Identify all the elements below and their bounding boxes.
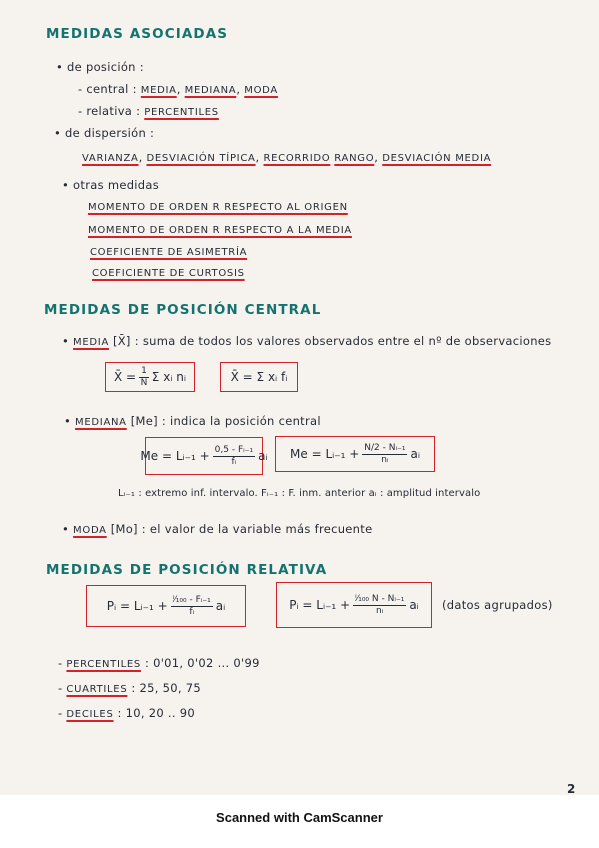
mediana-line: • MEDIANA [Me] : indica la posición central bbox=[64, 414, 321, 428]
moda-line: • MODA [Mo] : el valor de la variable más frecuente bbox=[62, 522, 373, 536]
percentile-formula-relative: Pᵢ = Lᵢ₋₁ + $\frac{\text{ⁱ⁄₁₀₀ - Fᵢ₋₁}}{\text{fᵢ}}$ aᵢ bbox=[86, 585, 246, 627]
cuartiles-line: - CUARTILES : 25, 50, 75 bbox=[58, 681, 201, 695]
media-description: : suma de todos los valores observados entre el nº de observaciones bbox=[134, 334, 552, 348]
page-title: MEDIDAS ASOCIADAS bbox=[46, 26, 229, 42]
moda-symbol: [Mo] bbox=[110, 522, 138, 536]
term-desviacion-media: DESVIACIÓN MEDIA bbox=[382, 153, 492, 164]
percentiles-line: - PERCENTILES : 0'01, 0'02 ... 0'99 bbox=[58, 656, 260, 670]
central-line: - central : MEDIA, MEDIANA, MODA bbox=[78, 82, 278, 96]
mediana-formula-relative: Me = Lᵢ₋₁ + $\frac{\text{0,5 - Fᵢ₋₁}}{\text{fᵢ}}$ aᵢ bbox=[145, 437, 263, 475]
term-varianza: VARIANZA bbox=[82, 153, 139, 164]
media-symbol: [X̄] bbox=[112, 334, 131, 348]
dispersion-label: • de dispersión : bbox=[54, 126, 155, 140]
relative-section-title: MEDIDAS DE POSICIÓN RELATIVA bbox=[46, 562, 328, 578]
deciles-line: - DECILES : 10, 20 .. 90 bbox=[58, 706, 196, 720]
moda-description: : el valor de la variable más frecuente bbox=[141, 522, 373, 536]
mediana-label: MEDIANA bbox=[75, 417, 127, 428]
central-section-title: MEDIDAS DE POSICIÓN CENTRAL bbox=[44, 302, 322, 318]
term-rango: RANGO bbox=[334, 153, 375, 164]
percentiles-label: PERCENTILES bbox=[66, 659, 141, 670]
position-label: • de posición : bbox=[56, 60, 144, 74]
cuartiles-label: CUARTILES bbox=[66, 684, 128, 695]
media-formula-relative: X̄ = Σ xᵢ fᵢ bbox=[220, 362, 298, 392]
media-line: • MEDIA [X̄] : suma de todos los valores observados entre el nº de observaciones bbox=[62, 334, 552, 348]
moda-label: MODA bbox=[73, 525, 107, 536]
page-number: 2 bbox=[567, 782, 576, 795]
percentile-formula-absolute: Pᵢ = Lᵢ₋₁ + $\frac{\text{ⁱ⁄₁₀₀ N - Nᵢ₋₁}}{\text{nᵢ}}$ aᵢ bbox=[276, 582, 432, 628]
deciles-values: : 10, 20 .. 90 bbox=[117, 706, 196, 720]
media-label: MEDIA bbox=[73, 337, 109, 348]
term-asimetria: COEFICIENTE DE ASIMETRÍA bbox=[90, 247, 248, 258]
mediana-description: : indica la posición central bbox=[161, 414, 321, 428]
term-mediana: MEDIANA bbox=[184, 85, 237, 96]
percentiles-values: : 0'01, 0'02 ... 0'99 bbox=[144, 656, 260, 670]
term-momento-origen: MOMENTO DE ORDEN R RESPECTO AL ORIGEN bbox=[88, 202, 348, 213]
term-curtosis: COEFICIENTE DE CURTOSIS bbox=[92, 268, 245, 279]
deciles-label: DECILES bbox=[66, 709, 114, 720]
mediana-symbol: [Me] bbox=[130, 414, 158, 428]
cuartiles-values: : 25, 50, 75 bbox=[131, 681, 201, 695]
term-moda: MODA bbox=[244, 85, 278, 96]
dispersion-line: VARIANZA, DESVIACIÓN TÍPICA, RECORRIDO RANGO, DESVIACIÓN MEDIA bbox=[82, 150, 492, 164]
scanner-watermark: Scanned with CamScanner bbox=[216, 810, 383, 825]
mediana-legend: Lᵢ₋₁ : extremo inf. intervalo. Fᵢ₋₁ : F. inm. anterior aᵢ : amplitud intervalo bbox=[118, 488, 481, 499]
media-formula-absolute: X̄ = $\frac{1}{N}$ Σ xᵢ nᵢ bbox=[105, 362, 195, 392]
relativa-line: - relativa : PERCENTILES bbox=[78, 104, 219, 118]
term-media: MEDIA bbox=[140, 85, 177, 96]
term-desviacion-tipica: DESVIACIÓN TÍPICA bbox=[146, 153, 256, 164]
term-percentiles: PERCENTILES bbox=[144, 107, 219, 118]
otras-label: • otras medidas bbox=[62, 178, 160, 192]
mediana-formula-absolute: Me = Lᵢ₋₁ + $\frac{\text{N/2 - Nᵢ₋₁}}{\text{nᵢ}}$ aᵢ bbox=[275, 436, 435, 472]
term-momento-media: MOMENTO DE ORDEN R RESPECTO A LA MEDIA bbox=[88, 225, 352, 236]
grouped-data-note: (datos agrupados) bbox=[442, 598, 553, 612]
term-recorrido: RECORRIDO bbox=[263, 153, 331, 164]
